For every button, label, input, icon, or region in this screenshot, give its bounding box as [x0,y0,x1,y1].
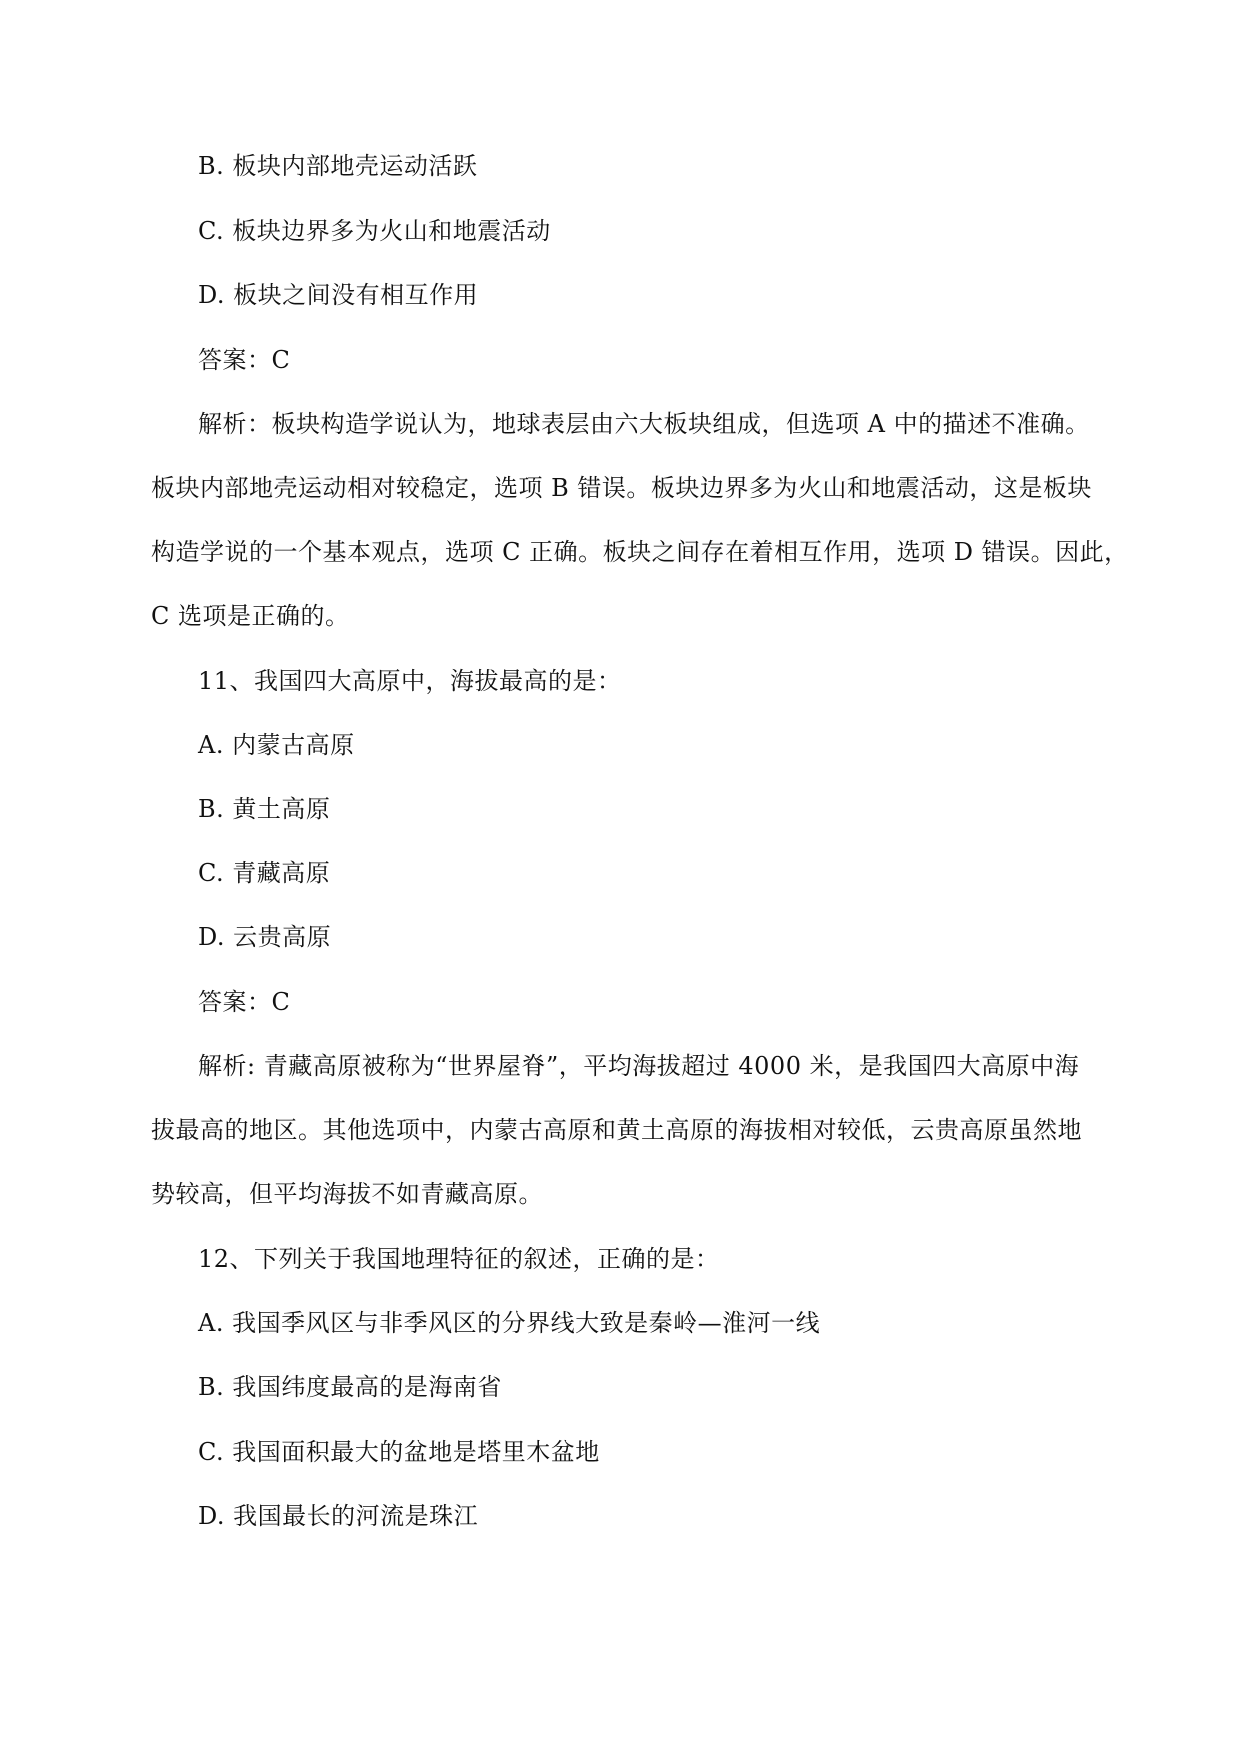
q11-analysis-line-2: 拔最高的地区。其他选项中，内蒙古高原和黄土高原的海拔相对较低，云贵高原虽然地 [151,1116,1082,1144]
q12-option-b: B. 我国纬度最高的是海南省 [198,1373,502,1401]
q10-analysis-line-2: 板块内部地壳运动相对较稳定，选项 B 错误。板块边界多为火山和地震活动，这是板块 [151,474,1092,502]
q11-option-c: C. 青藏高原 [198,859,331,887]
q11-option-b: B. 黄土高原 [198,795,331,823]
q10-option-c: C. 板块边界多为火山和地震活动 [198,217,551,245]
q11-question: 11、我国四大高原中，海拔最高的是： [198,667,622,695]
q11-answer: 答案：C [198,988,291,1016]
q10-analysis-line-3: 构造学说的一个基本观点，选项 C 正确。板块之间存在着相互作用，选项 D 错误。因此， [151,538,1129,566]
q11-option-d: D. 云贵高原 [198,923,332,951]
q10-option-d: D. 板块之间没有相互作用 [198,281,479,309]
q11-analysis-line-1: 解析: 青藏高原被称为“世界屋脊”，平均海拔超过 4000 米，是我国四大高原中海 [198,1052,1080,1080]
q12-option-a: A. 我国季风区与非季风区的分界线大致是秦岭—淮河一线 [198,1309,821,1337]
q10-analysis-line-4: C 选项是正确的。 [151,602,350,630]
q12-option-d: D. 我国最长的河流是珠江 [198,1502,479,1530]
q12-option-c: C. 我国面积最大的盆地是塔里木盆地 [198,1438,600,1466]
q12-question: 12、下列关于我国地理特征的叙述，正确的是： [198,1245,720,1273]
q10-answer: 答案：C [198,346,291,374]
q10-option-b: B. 板块内部地壳运动活跃 [198,152,478,180]
q10-analysis-line-1: 解析：板块构造学说认为，地球表层由六大板块组成，但选项 A 中的描述不准确。 [198,410,1090,438]
q11-analysis-line-3: 势较高，但平均海拔不如青藏高原。 [151,1180,543,1208]
q11-option-a: A. 内蒙古高原 [198,731,355,759]
